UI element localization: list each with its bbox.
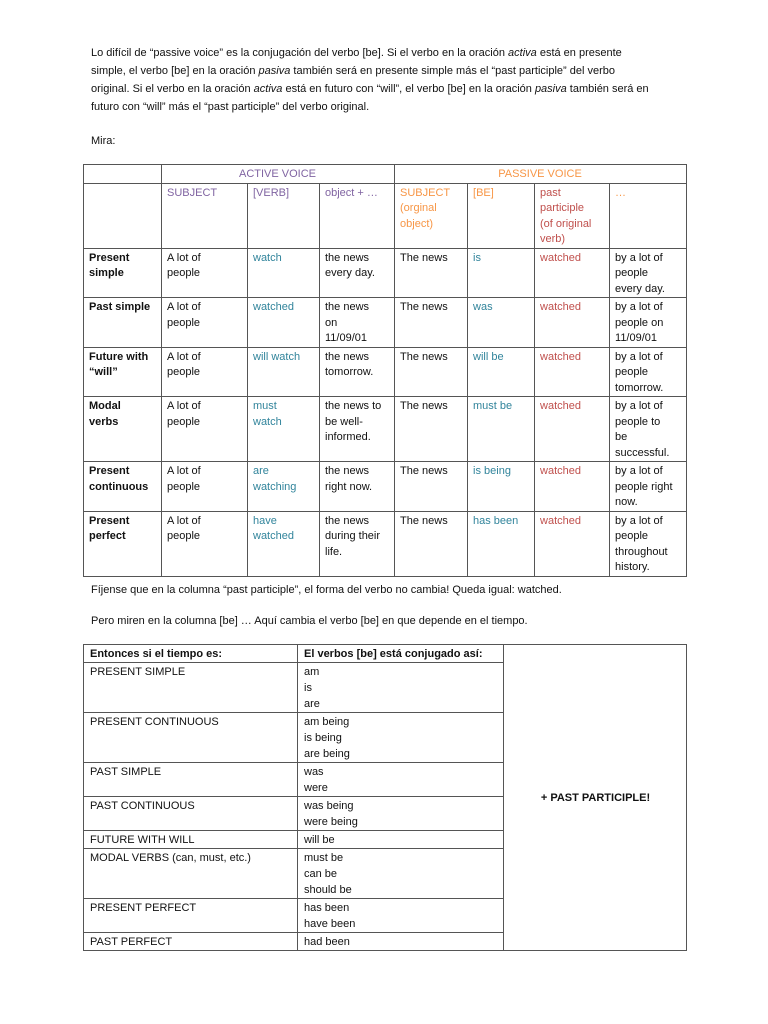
cell-line: A lot of	[167, 514, 201, 527]
col-line: SUBJECT	[400, 186, 451, 199]
col-be: [BE]	[468, 183, 535, 248]
cell-line: A lot of	[167, 301, 201, 313]
active-verb-cell	[248, 248, 320, 298]
cell-line: the news	[325, 301, 370, 313]
passive-subject-cell: The news	[395, 462, 468, 512]
cell-line: Future with	[89, 350, 149, 363]
note-past-participle: Fíjense que en la columna “past participle”, el forma del verbo no cambia! Queda igual: watched.	[91, 584, 562, 596]
cell-line: every day.	[325, 267, 375, 279]
cell-line: people	[167, 267, 201, 279]
cell-line: throughout	[615, 545, 668, 558]
passive-agent-cell	[610, 298, 687, 348]
passive-subject-cell: The news	[395, 511, 468, 576]
col-line: (of original	[540, 217, 592, 230]
intro-italic: pasiva	[258, 65, 291, 77]
voice-row	[84, 248, 687, 298]
be-forms	[298, 899, 504, 933]
col-passive-subject	[395, 183, 468, 248]
cell-line: be	[615, 431, 628, 443]
cell-line: the news	[325, 514, 370, 527]
active-subject-cell	[162, 397, 248, 462]
cell-line: by a lot of	[615, 350, 663, 363]
active-subject-cell	[162, 248, 248, 298]
passive-subject-cell: The news	[395, 397, 468, 462]
intro-text: está en futuro con “will”, el verbo [be] en la oración	[282, 83, 535, 95]
cell-line: history.	[615, 561, 650, 573]
cell-line: successful.	[615, 446, 670, 459]
active-subject-cell	[162, 347, 248, 397]
voice-column-row	[84, 183, 687, 248]
be-form: am	[304, 666, 320, 678]
passive-be-cell: will be	[468, 347, 535, 397]
cell-line: A lot of	[167, 465, 201, 477]
passive-be-cell: is	[468, 248, 535, 298]
cell-line: Present	[89, 251, 130, 264]
col-verb: [VERB]	[248, 183, 320, 248]
tense-name: MODAL VERBS (can, must, etc.)	[84, 849, 298, 899]
active-object-cell	[320, 397, 395, 462]
passive-voice-header: PASSIVE VOICE	[395, 165, 687, 184]
cell-line: the news	[325, 465, 370, 477]
passive-be-cell: was	[468, 298, 535, 348]
note-be-column: Pero miren en la columna [be] … Aquí cambia el verbo [be] en que depende en el tiempo.	[91, 615, 528, 627]
tense-name: PAST SIMPLE	[84, 763, 298, 797]
passive-participle-cell: watched	[535, 397, 610, 462]
tense-cell	[84, 511, 162, 576]
be-form: are	[304, 698, 320, 710]
cell-line: by a lot of	[615, 514, 663, 527]
cell-line: A lot of	[167, 350, 201, 363]
col-subject: SUBJECT	[162, 183, 248, 248]
active-object-cell	[320, 511, 395, 576]
tense-cell	[84, 397, 162, 462]
col-line: (orginal	[400, 202, 437, 214]
header-be-forms: El verbos [be] está conjugado así:	[298, 645, 504, 663]
passive-participle-cell: watched	[535, 462, 610, 512]
cell-line: people on	[615, 316, 664, 329]
active-subject-cell	[162, 462, 248, 512]
active-object-cell	[320, 248, 395, 298]
cell-line: people	[167, 316, 201, 329]
cell-line: tomorrow.	[615, 381, 664, 394]
passive-agent-cell	[610, 511, 687, 576]
cell-line: people to	[615, 415, 661, 428]
empty-cell	[84, 165, 162, 184]
intro-italic: pasiva	[534, 83, 567, 95]
cell-line: “will”	[89, 366, 118, 378]
cell-line: the news to	[325, 400, 382, 412]
cell-line: now.	[615, 496, 638, 508]
be-form: has been	[304, 902, 350, 914]
be-form: is being	[304, 732, 342, 744]
passive-agent-cell	[610, 347, 687, 397]
cell-line: Present	[89, 465, 130, 477]
passive-subject-cell: The news	[395, 248, 468, 298]
be-forms	[298, 797, 504, 831]
tense-name: PRESENT SIMPLE	[84, 663, 298, 713]
active-subject-cell	[162, 298, 248, 348]
active-verb-cell	[248, 462, 320, 512]
passive-participle-cell: watched	[535, 248, 610, 298]
be-form: can be	[304, 868, 338, 880]
intro-text: también será en presente simple más el “past participle” del verbo	[290, 65, 615, 77]
be-form: were	[304, 782, 328, 794]
cell-line: the news	[325, 251, 370, 264]
cell-line: by a lot of	[615, 251, 663, 264]
be-forms	[298, 831, 504, 849]
passive-subject-cell: The news	[395, 347, 468, 397]
cell-line: will watch	[253, 350, 301, 363]
cell-line: watching	[253, 480, 297, 493]
passive-agent-cell	[610, 462, 687, 512]
cell-line: perfect	[89, 530, 126, 542]
col-line: past	[540, 186, 561, 199]
cell-line: Past simple	[89, 301, 151, 313]
past-participle-note: + PAST PARTICIPLE!	[504, 645, 687, 951]
conjugation-table	[83, 644, 687, 951]
intro-paragraph	[91, 44, 691, 116]
be-forms	[298, 763, 504, 797]
passive-participle-cell: watched	[535, 298, 610, 348]
active-object-cell	[320, 462, 395, 512]
intro-italic: activa	[508, 47, 537, 59]
header-tense: Entonces si el tiempo es:	[84, 645, 298, 663]
cell-line: verbs	[89, 415, 119, 428]
be-forms	[298, 933, 504, 951]
intro-line-4: futuro con “will” más el “past participle” del verbo original.	[91, 101, 370, 113]
voice-row	[84, 462, 687, 512]
cell-line: watched	[253, 301, 294, 313]
intro-text: también será en	[566, 83, 649, 95]
voice-header-row	[84, 165, 687, 184]
voice-table	[83, 164, 687, 577]
be-form: was being	[304, 800, 354, 812]
tense-name: PAST PERFECT	[84, 933, 298, 951]
tense-cell	[84, 298, 162, 348]
active-verb-cell	[248, 298, 320, 348]
intro-line-3	[91, 80, 691, 98]
cell-line: people	[167, 415, 201, 428]
cell-line: continuous	[89, 480, 149, 493]
be-form: have been	[304, 918, 356, 930]
intro-text: simple, el verbo [be] en la oración	[91, 65, 259, 77]
voice-row	[84, 511, 687, 576]
cell-line: A lot of	[167, 400, 201, 412]
cell-line: on	[325, 316, 338, 329]
cell-line: are	[253, 465, 269, 477]
active-subject-cell	[162, 511, 248, 576]
cell-line: 11/09/01	[615, 332, 658, 344]
tense-cell	[84, 248, 162, 298]
tense-cell	[84, 462, 162, 512]
cell-line: people	[167, 366, 201, 378]
cell-line: people	[615, 366, 649, 378]
cell-line: life.	[325, 545, 343, 558]
cell-line: A lot of	[167, 251, 201, 264]
tense-cell	[84, 347, 162, 397]
intro-italic: activa	[253, 83, 283, 95]
passive-be-cell: has been	[468, 511, 535, 576]
passive-agent-cell	[610, 248, 687, 298]
col-line: participle	[540, 202, 585, 214]
cell-line: people	[615, 530, 649, 542]
passive-subject-cell: The news	[395, 298, 468, 348]
active-verb-cell	[248, 397, 320, 462]
col-past-participle	[535, 183, 610, 248]
col-extra: …	[610, 183, 687, 248]
voice-row	[84, 397, 687, 462]
be-forms	[298, 849, 504, 899]
tense-name: PAST CONTINUOUS	[84, 797, 298, 831]
cell-line: people	[167, 480, 201, 493]
cell-line: 11/09/01	[325, 332, 368, 344]
cell-line: by a lot of	[615, 465, 663, 477]
cell-line: during their	[325, 530, 381, 542]
be-form: will be	[304, 834, 335, 846]
cell-line: Modal	[89, 400, 121, 412]
voice-row	[84, 298, 687, 348]
cell-line: by a lot of	[615, 400, 663, 412]
intro-text: original. Si el verbo en la oración	[91, 83, 254, 95]
passive-participle-cell: watched	[535, 347, 610, 397]
cell-line: tomorrow.	[325, 366, 374, 378]
cell-line: people	[167, 530, 201, 542]
intro-line-1	[91, 44, 691, 62]
be-form: were being	[304, 816, 358, 828]
passive-be-cell: must be	[468, 397, 535, 462]
be-form: are being	[304, 748, 350, 760]
cell-line: by a lot of	[615, 301, 663, 313]
col-object: object + …	[320, 183, 395, 248]
mira-label: Mira:	[91, 135, 116, 147]
be-form: must be	[304, 852, 344, 864]
be-form: is	[304, 682, 312, 694]
active-verb-cell	[248, 511, 320, 576]
cell-line: watch	[253, 251, 282, 264]
intro-line-2	[91, 62, 691, 80]
tense-name: FUTURE WITH WILL	[84, 831, 298, 849]
col-line: object)	[400, 217, 434, 230]
conjugation-header-row	[84, 645, 687, 663]
cell-line: right now.	[325, 480, 373, 493]
cell-line: be well-	[325, 415, 363, 428]
voice-row	[84, 347, 687, 397]
intro-text: Lo difícil de “passive voice” es la conjugación del verbo [be]. Si el verbo en la oración	[91, 47, 509, 59]
cell-line: the news	[325, 350, 370, 363]
cell-line: have	[253, 514, 277, 527]
cell-line: informed.	[325, 431, 371, 443]
cell-line: watched	[253, 530, 294, 542]
passive-participle-cell: watched	[535, 511, 610, 576]
active-object-cell	[320, 298, 395, 348]
cell-line: people right	[615, 480, 673, 493]
be-forms	[298, 713, 504, 763]
passive-agent-cell	[610, 397, 687, 462]
cell-line: people	[615, 267, 649, 279]
cell-line: must	[253, 400, 277, 412]
cell-line: simple	[89, 267, 124, 279]
be-form: am being	[304, 716, 350, 728]
be-forms	[298, 663, 504, 713]
cell-line: watch	[253, 415, 282, 428]
active-object-cell	[320, 347, 395, 397]
cell-line: Present	[89, 514, 130, 527]
be-form: should be	[304, 884, 352, 896]
tense-name: PRESENT PERFECT	[84, 899, 298, 933]
passive-be-cell: is being	[468, 462, 535, 512]
col-line: verb)	[540, 233, 566, 245]
be-form: was	[304, 766, 324, 778]
be-form: had been	[304, 936, 350, 948]
empty-cell	[84, 183, 162, 248]
tense-name: PRESENT CONTINUOUS	[84, 713, 298, 763]
intro-text: está en presente	[536, 47, 622, 59]
cell-line: every day.	[615, 282, 665, 295]
active-voice-header: ACTIVE VOICE	[162, 165, 395, 184]
active-verb-cell	[248, 347, 320, 397]
